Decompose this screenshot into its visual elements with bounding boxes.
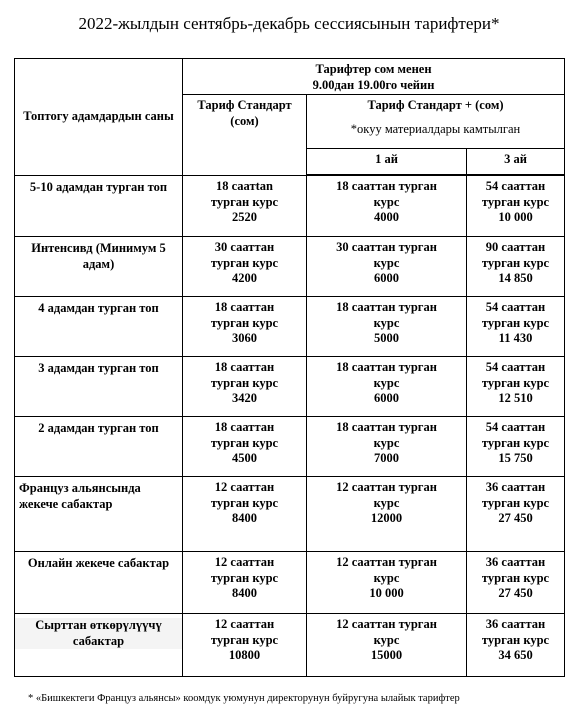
group-cell bbox=[15, 297, 183, 357]
month3-hours: 54 сааттан bbox=[485, 179, 546, 193]
month1-course: курс bbox=[373, 495, 400, 510]
standard-hours: 18 сааттан bbox=[214, 420, 275, 434]
table-row bbox=[15, 614, 565, 677]
group-cell bbox=[15, 477, 183, 552]
month1-course: курс bbox=[373, 632, 400, 647]
month3-price: 15 750 bbox=[498, 451, 533, 465]
month1-cell bbox=[307, 552, 467, 614]
table-row bbox=[15, 477, 565, 552]
standard-header: Тариф Стандарт (сом) bbox=[183, 95, 307, 176]
group-label: 4 адамдан турган топ bbox=[38, 301, 159, 315]
month3-course: турган курс bbox=[481, 435, 550, 450]
standard-course: турган курс bbox=[210, 632, 279, 647]
month1-price: 6000 bbox=[374, 271, 399, 285]
table-row bbox=[15, 552, 565, 614]
month3-price: 34 650 bbox=[498, 648, 533, 662]
standard-hours: 18 сааттан bbox=[214, 300, 275, 314]
month3-cell bbox=[467, 417, 565, 477]
standard-cell bbox=[183, 357, 307, 417]
month3-hours: 90 сааттан bbox=[485, 240, 546, 254]
group-label: Сырттан өткөрүлүүчү сабактар bbox=[15, 618, 182, 649]
table-row bbox=[15, 357, 565, 417]
tariffs-header-line2: 9.00дан 19.00го чейин bbox=[312, 77, 435, 92]
standard-cell bbox=[183, 614, 307, 677]
group-cell bbox=[15, 176, 183, 237]
tariffs-header bbox=[183, 59, 565, 95]
standard-hours: 18 саатtan bbox=[215, 179, 273, 193]
group-cell bbox=[15, 417, 183, 477]
month3-hours: 36 сааттан bbox=[485, 480, 546, 494]
month3-course: турган курс bbox=[481, 255, 550, 270]
standard-cell bbox=[183, 297, 307, 357]
group-label: Интенсивд (Минимум 5 адам) bbox=[31, 241, 166, 271]
month3-course: турган курс bbox=[481, 375, 550, 390]
group-label: Француз альянсында жекече сабактар bbox=[19, 481, 141, 511]
month3-cell bbox=[467, 237, 565, 297]
month3-price: 10 000 bbox=[498, 210, 533, 224]
table-row bbox=[15, 297, 565, 357]
month3-price: 11 430 bbox=[498, 331, 533, 345]
month1-price: 15000 bbox=[370, 648, 403, 662]
month3-course: турган курс bbox=[481, 632, 550, 647]
month3-cell bbox=[467, 176, 565, 237]
group-cell bbox=[15, 357, 183, 417]
standard-price: 8400 bbox=[232, 586, 257, 600]
month1-price: 7000 bbox=[374, 451, 399, 465]
standard-course: турган курс bbox=[210, 315, 279, 330]
month3-cell bbox=[467, 297, 565, 357]
table-row bbox=[15, 417, 565, 477]
standard-cell bbox=[183, 237, 307, 297]
group-cell bbox=[15, 237, 183, 297]
month1-hours: 18 сааттан турган bbox=[336, 420, 437, 434]
month1-hours: 12 сааттан турган bbox=[336, 617, 437, 631]
month1-hours: 18 сааттан турган bbox=[336, 360, 437, 374]
month3-cell bbox=[467, 477, 565, 552]
document-title: 2022-жылдын сентябрь-декабрь сессиясынын тарифтери* bbox=[78, 14, 500, 33]
month3-hours: 36 сааттан bbox=[485, 555, 546, 569]
month1-cell bbox=[307, 477, 467, 552]
month1-price: 4000 bbox=[374, 210, 399, 224]
group-label: 5-10 адамдан турган топ bbox=[29, 180, 168, 194]
month3-hours: 36 сааттан bbox=[485, 617, 546, 631]
standard-hours: 12 сааттан bbox=[214, 480, 275, 494]
group-label: 2 адамдан турган топ bbox=[38, 421, 159, 435]
month1-price: 5000 bbox=[374, 331, 399, 345]
month1-hours: 18 сааттан турган bbox=[336, 300, 437, 314]
tariff-table bbox=[14, 58, 565, 677]
month1-price: 6000 bbox=[374, 391, 399, 405]
standard-price: 4500 bbox=[232, 451, 257, 465]
month3-hours: 54 сааттан bbox=[485, 300, 546, 314]
standard-hours: 12 сааттан bbox=[214, 555, 275, 569]
month1-cell bbox=[307, 417, 467, 477]
month1-hours: 12 сааттан турган bbox=[336, 480, 437, 494]
standard-price: 3060 bbox=[232, 331, 257, 345]
month1-price: 10 000 bbox=[369, 586, 404, 600]
month1-cell bbox=[307, 614, 467, 677]
standard-cell bbox=[183, 417, 307, 477]
standard-price: 2520 bbox=[232, 210, 257, 224]
table-row bbox=[15, 237, 565, 297]
standard-price: 3420 bbox=[232, 391, 257, 405]
standard-course: турган курс bbox=[210, 194, 279, 209]
month1-price: 12000 bbox=[370, 511, 403, 525]
month1-hours: 30 сааттан турган bbox=[336, 240, 437, 254]
group-label: Онлайн жекече сабактар bbox=[27, 556, 170, 570]
standard-cell bbox=[183, 552, 307, 614]
month3-price: 27 450 bbox=[498, 586, 533, 600]
month1-cell bbox=[307, 176, 467, 237]
month1-course: курс bbox=[373, 315, 400, 330]
month1-cell bbox=[307, 237, 467, 297]
month-1-header: 1 ай bbox=[307, 149, 467, 175]
month1-course: курс bbox=[373, 570, 400, 585]
group-cell bbox=[15, 614, 183, 677]
standard-cell bbox=[183, 176, 307, 237]
group-size-header: Топтогу адамдардын саны bbox=[15, 59, 183, 176]
month3-course: турган курс bbox=[481, 194, 550, 209]
month3-course: турган курс bbox=[481, 315, 550, 330]
month3-price: 12 510 bbox=[498, 391, 533, 405]
month3-course: турган курс bbox=[481, 495, 550, 510]
month3-price: 27 450 bbox=[498, 511, 533, 525]
month1-cell bbox=[307, 297, 467, 357]
standard-price: 4200 bbox=[232, 271, 257, 285]
month3-cell bbox=[467, 357, 565, 417]
month-3-header: 3 ай bbox=[467, 149, 565, 175]
header-row-1 bbox=[15, 59, 565, 95]
standard-price: 8400 bbox=[232, 511, 257, 525]
standard-hours: 18 сааттан bbox=[214, 360, 275, 374]
standard-course: турган курс bbox=[210, 570, 279, 585]
standard-cell bbox=[183, 477, 307, 552]
month1-cell bbox=[307, 357, 467, 417]
materials-note: *окуу материалдары камтылган bbox=[350, 121, 521, 136]
standard-price: 10800 bbox=[228, 648, 261, 662]
standard-course: турган курс bbox=[210, 375, 279, 390]
group-label: 3 адамдан турган топ bbox=[38, 361, 159, 375]
month1-course: курс bbox=[373, 435, 400, 450]
month1-course: курс bbox=[373, 194, 400, 209]
month1-course: курс bbox=[373, 375, 400, 390]
footnote: * «Бишкектеги Француз альянсы» коомдук уюмунун директорунун буйругуна ылайык тарифтер bbox=[28, 693, 460, 704]
month3-cell bbox=[467, 614, 565, 677]
month3-price: 14 850 bbox=[498, 271, 533, 285]
table-row bbox=[15, 176, 565, 237]
month1-hours: 18 сааттан турган bbox=[336, 179, 437, 193]
standard-course: турган курс bbox=[210, 435, 279, 450]
month1-hours: 12 сааттан турган bbox=[336, 555, 437, 569]
month3-course: турган курс bbox=[481, 570, 550, 585]
month3-hours: 54 сааттан bbox=[485, 420, 546, 434]
tariffs-header-line1: Тарифтер сом менен bbox=[315, 62, 432, 76]
month3-cell bbox=[467, 552, 565, 614]
standard-hours: 12 сааттан bbox=[214, 617, 275, 631]
month1-course: курс bbox=[373, 255, 400, 270]
standard-hours: 30 сааттан bbox=[214, 240, 275, 254]
month3-hours: 54 сааттан bbox=[485, 360, 546, 374]
group-cell bbox=[15, 552, 183, 614]
standard-plus-header: Тариф Стандарт + (сом) *окуу материалдары камтылган bbox=[307, 95, 565, 149]
standard-course: турган курс bbox=[210, 255, 279, 270]
standard-course: турган курс bbox=[210, 495, 279, 510]
